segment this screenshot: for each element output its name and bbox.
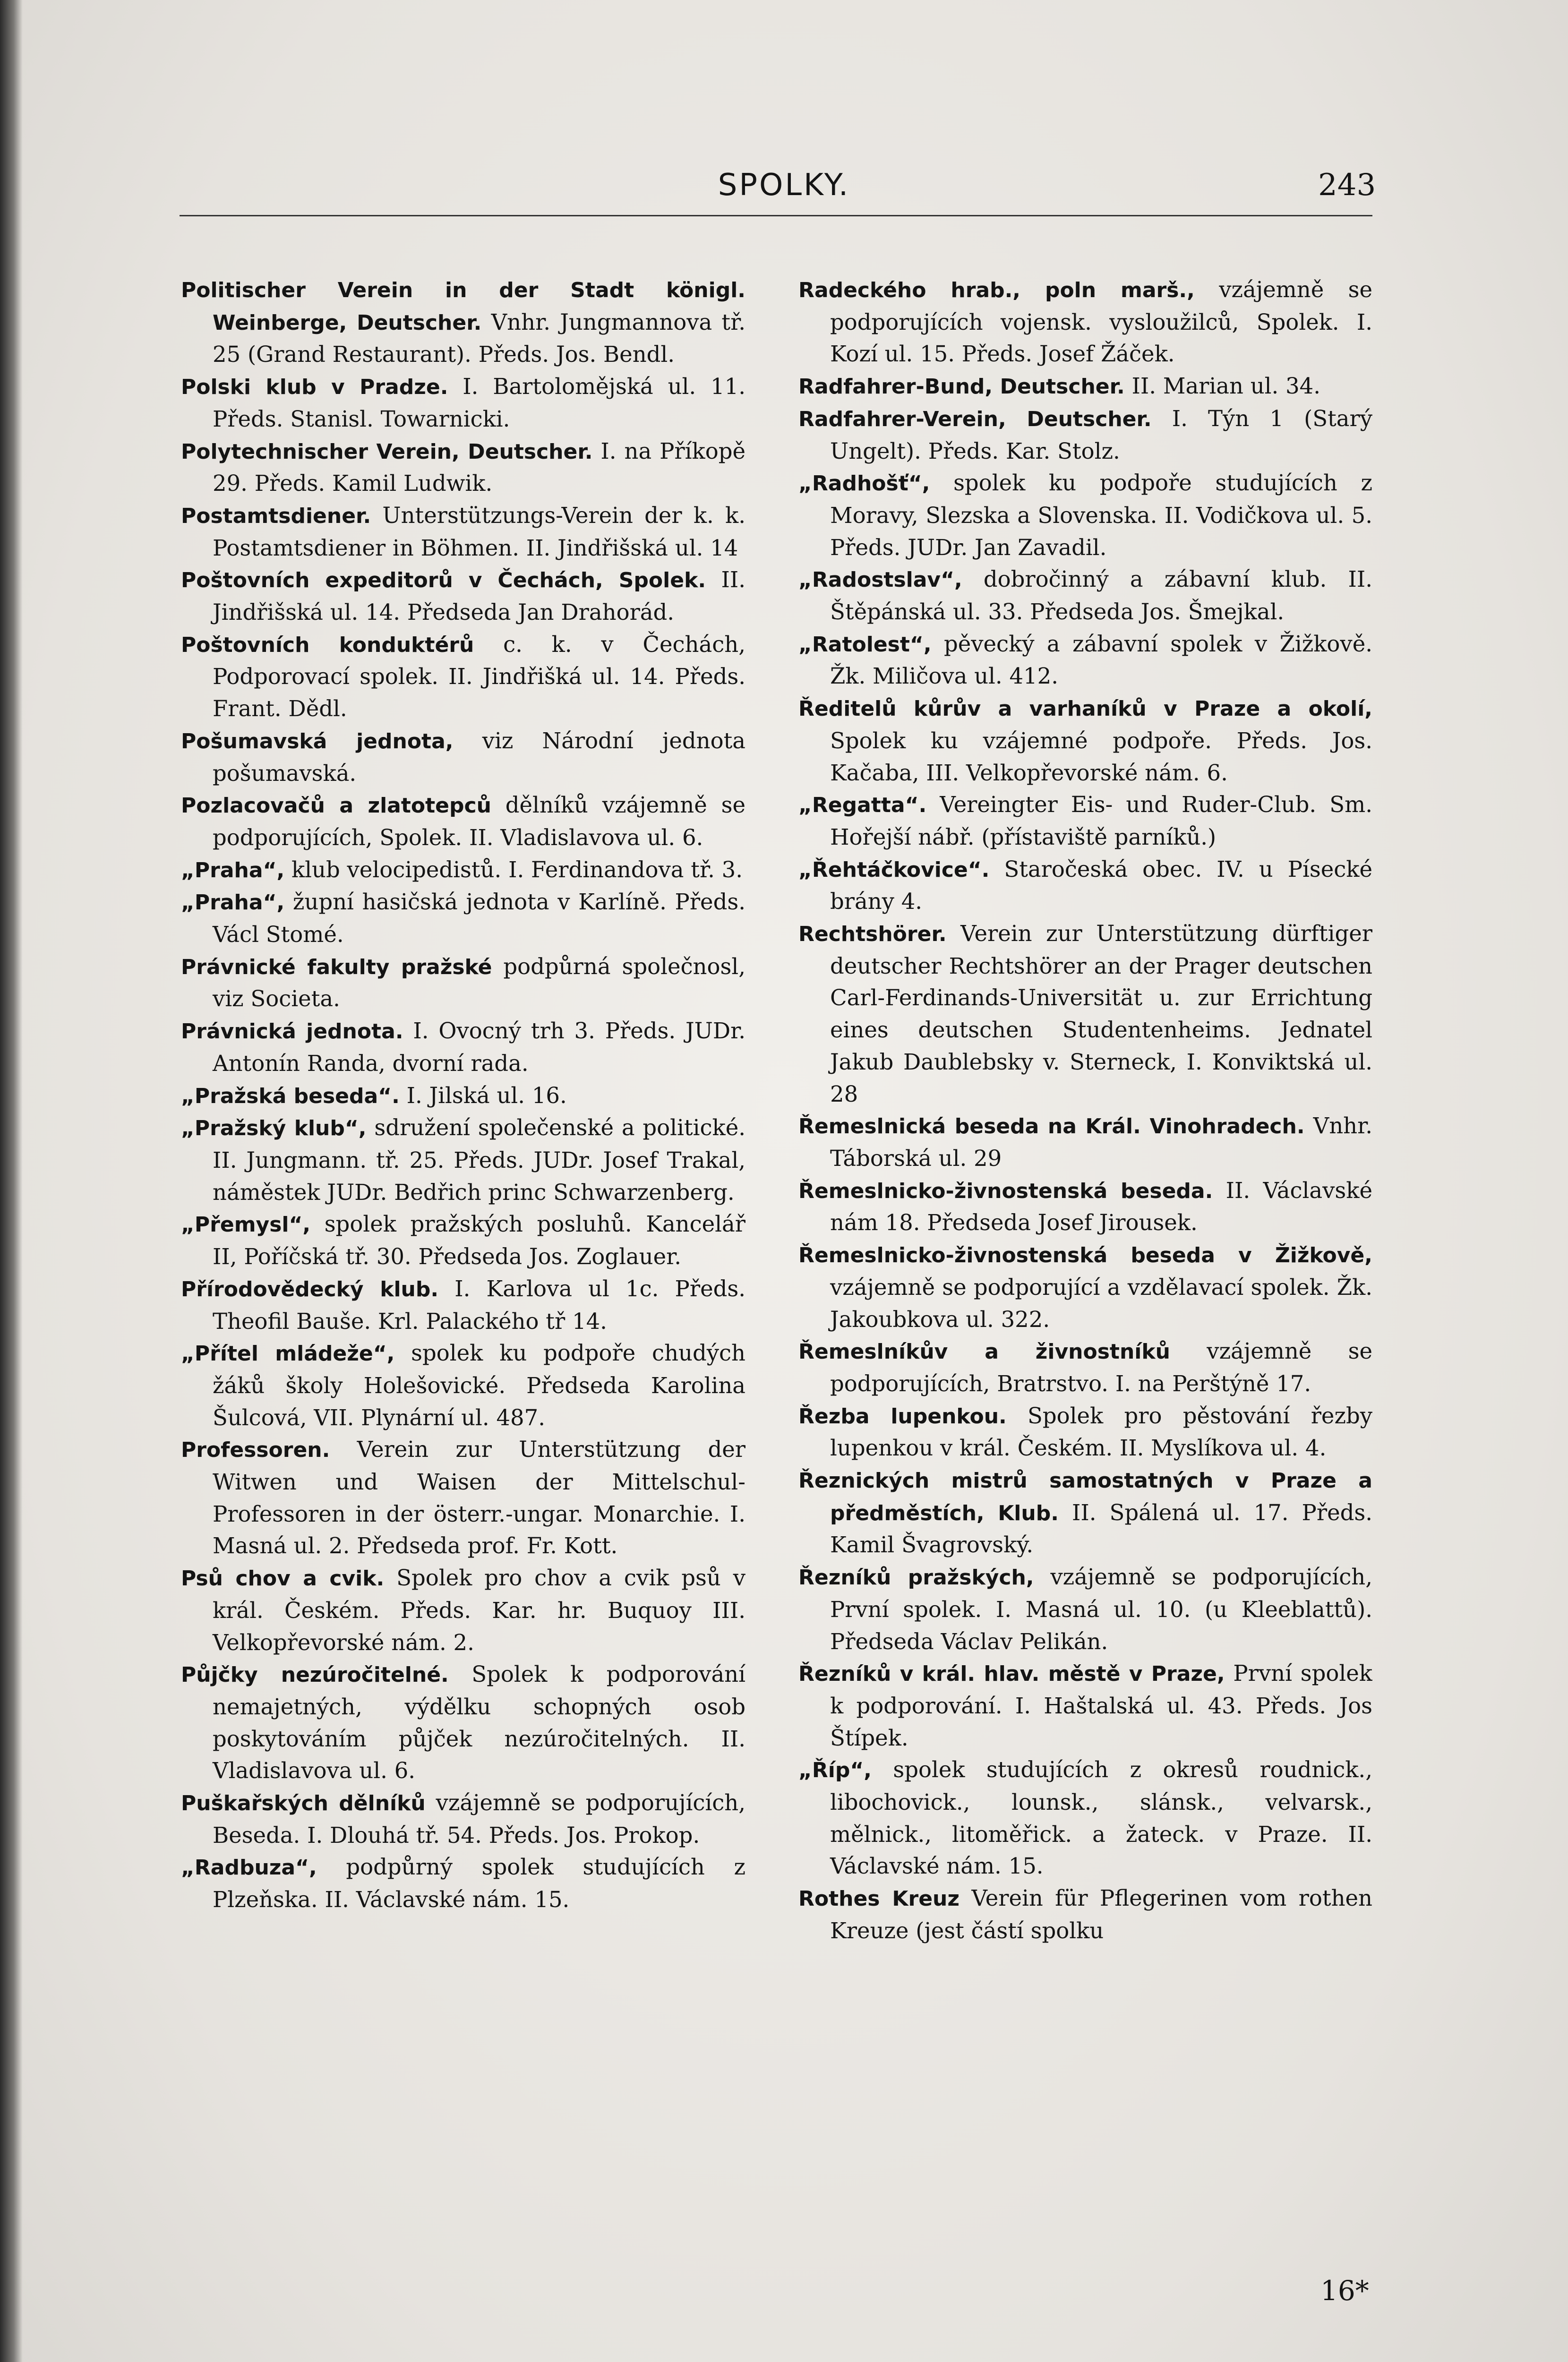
entry-name: „Přemysl“, [181,1213,311,1237]
entry-name: Radeckého hrab., poln marš., [798,278,1195,302]
page-number: 243 [1318,168,1376,203]
entry-text: I. Týn 1 (Starý Ungelt). Předs. Kar. Stolz. [830,405,1372,464]
directory-entry [798,274,1372,370]
entry-name: „Praha“, [181,890,285,915]
entry-text: Spolek ku vzájemné podpoře. Předs. Jos. Kačaba, III. Velkopřevorské nám. 6. [830,727,1372,786]
directory-entry [798,854,1372,918]
entry-text: I. Karlova ul 1c. Předs. Theofil Bauše. Krl. Palackého tř 14. [213,1275,745,1334]
entry-text: viz Národní jednota pošumavská. [213,727,745,786]
entry-text: vzájemně se podporujících, První spolek. I. Masná ul. 10. (u Kleeblattů). Předseda Václav Pelikán. [830,1564,1372,1654]
entry-text: Verein zur Unterstützung dürftiger deutscher Rechtshörer an der Prager deutschen Carl-Ferdinands-Universität u. zur Errichtung eines deutschen Studentenheims. Jednatel Jakub Daublebsky v. Sterneck, I. Konviktská ul. 28 [830,921,1372,1107]
entry-text: II. Jindřišská ul. 14. Předseda Jan Drahorád. [213,567,745,625]
entry-text: II. Václavské nám 18. Předseda Josef Jirousek. [830,1177,1372,1236]
entry-text: podpůrný spolek studujících z Plzeňska. II. Václavské nám. 15. [213,1854,745,1913]
directory-entry [798,467,1372,564]
directory-entry [798,918,1372,1110]
directory-entry [181,274,745,371]
entry-name: „Praha“, [181,858,285,882]
entry-name: Přírodovědecký klub. [181,1277,439,1301]
right-column [798,274,1372,2268]
directory-entry [181,1337,745,1434]
entry-name: Radfahrer-Verein, Deutscher. [798,407,1152,431]
entry-name: Postamtsdiener. [181,504,371,528]
entry-name: „Ratolest“, [798,632,932,657]
directory-entry [181,436,745,500]
directory-entry [798,1464,1372,1561]
entry-name: Polski klub v Pradze. [181,375,448,400]
entry-text: župní hasičská jednota v Karlíně. Předs. Václ Stomé. [213,889,745,948]
directory-entry [181,1434,745,1562]
directory-entry [798,1883,1372,1947]
directory-entry [181,1787,745,1851]
directory-entry [798,1110,1372,1174]
entry-text: vzájemně se podporující a vzdělavací spolek. Žk. Jakoubkova ul. 322. [830,1274,1372,1332]
directory-entry [181,789,745,854]
entry-text: vzájemně se podporujících, Bratrstvo. I. na Perštýně 17. [830,1338,1372,1396]
entry-text: pěvecký a zábavní spolek v Žižkově. Žk. Miličova ul. 412. [830,631,1372,689]
page-edge-shadow [0,0,23,2362]
entry-name: Psů chov a cvik. [181,1566,385,1591]
entry-text: I. na Příkopě 29. Předs. Kamil Ludwik. [213,438,745,496]
directory-entry [181,1851,745,1916]
entry-name: „Radhošť“, [798,471,930,496]
entry-text: vzájemně se podporujících, Beseda. I. Dlouhá tř. 54. Předs. Jos. Prokop. [213,1790,745,1848]
entry-name: Radfahrer-Bund, Deutscher. [798,375,1125,399]
entry-text: spolek pražských posluhů. Kancelář II, Poříčská tř. 30. Předseda Jos. Zoglauer. [213,1211,745,1270]
entry-name: „Regatta“. [798,793,927,818]
directory-entry [798,564,1372,628]
entry-text: spolek ku podpoře chudých žáků školy Holešovické. Předseda Karolina Šulcová, VII. Plynární ul. 487. [213,1340,745,1430]
entry-name: Řezníků pražských, [798,1566,1034,1590]
entry-text: spolek ku podpoře studujících z Moravy, Slezska a Slovenska. II. Vodičkova ul. 5. Předs. JUDr. Jan Zavadil. [830,470,1372,560]
entry-text: II. Spálená ul. 17. Předs. Kamil Švagrovský. [830,1499,1372,1558]
directory-entry [181,725,745,789]
entry-name: Řemeslnicko-živnostenská beseda. [798,1179,1213,1203]
entry-name: Poštovních konduktérů [181,633,474,657]
entry-text: Verein für Pflegerinen vom rothen Kreuze (jest částí spolku [830,1885,1372,1943]
directory-entry [798,693,1372,789]
directory-entry [181,1273,745,1337]
entry-text: Vereingter Eis- und Ruder-Club. Sm. Hořejší nábř. (přístaviště parníků.) [830,792,1372,850]
directory-entry [798,1335,1372,1400]
entry-name: Půjčky nezúročitelné. [181,1663,449,1687]
entry-name: „Přítel mládeže“, [181,1342,395,1366]
left-column [181,274,745,2268]
entry-name: „Radbuza“, [181,1856,317,1880]
directory-entry [181,1080,745,1113]
entry-text: Spolek pro chov a cvik psů v král. Českém. Předs. Kar. hr. Buquoy III. Velkopřevorské nám. 2. [213,1565,745,1655]
entry-text: Staročeská obec. IV. u Písecké brány 4. [830,856,1372,915]
directory-entry [181,1015,745,1079]
directory-entry [181,500,745,564]
entry-name: Řemeslníkův a živnostníků [798,1340,1170,1364]
header-rule [180,215,1372,216]
entry-text: První spolek k podporování. I. Haštalská ul. 43. Předs. Jos Štípek. [830,1660,1372,1751]
directory-entry [798,370,1372,403]
entry-text: I. Jilská ul. 16. [399,1082,567,1108]
directory-entry [181,629,745,725]
entry-name: Pozlacovačů a zlatotepců [181,794,491,818]
entry-name: Ředitelů kůrův a varhaníků v Praze a okolí, [798,697,1372,721]
entry-name: Rothes Kreuz [798,1887,960,1911]
entry-name: „Radostslav“, [798,568,962,592]
entry-name: Rechtshörer. [798,922,947,947]
entry-text: Verein zur Unterstützung der Witwen und Waisen der Mittelschul-Professoren in der österr.-ungar. Monarchie. I. Masná ul. 2. Předseda prof. Fr. Kott. [213,1437,745,1559]
entry-name: Politischer Verein in der Stadt königl. Weinberge, Deutscher. [181,278,745,335]
directory-entry [798,1239,1372,1335]
entry-text: dobročinný a zábavní klub. II. Štěpánská ul. 33. Předseda Jos. Šmejkal. [830,566,1372,625]
entry-name: Řemeslnická beseda na Král. Vinohradech. [798,1114,1305,1139]
directory-entry [798,1175,1372,1239]
entry-text: I. Bartolomějská ul. 11. Předs. Stanisl. Towarnicki. [213,374,745,432]
entry-text: vzájemně se podporujících vojensk. vysloužilců, Spolek. I. Kozí ul. 15. Předs. Josef Žáček. [830,277,1372,367]
directory-entry [798,1400,1372,1464]
entry-name: Pošumavská jednota, [181,729,454,753]
entry-name: Řezníků v král. hlav. městě v Praze, [798,1662,1225,1686]
entry-name: Řezba lupenkou. [798,1404,1007,1429]
directory-entry [798,628,1372,693]
directory-entry [798,1754,1372,1883]
entry-text: Unterstützungs-Verein der k. k. Postamtsdiener in Böhmen. II. Jindřišská ul. 14 [213,502,745,561]
page-title: SPOLKY. [718,168,850,203]
entry-name: „Řehtáčkovice“. [798,857,990,882]
directory-entry [181,1112,745,1208]
directory-entry [181,1659,745,1787]
entry-text: Vnhr. Jungmannova tř. 25 (Grand Restaurant). Předs. Jos. Bendl. [213,309,745,368]
entry-name: Puškařských dělníků [181,1791,426,1816]
entry-text: klub velocipedistů. I. Ferdinandova tř. 3. [284,856,743,882]
entry-name: Poštovních expeditorů v Čechách, Spolek. [181,568,706,593]
entry-name: „Pražský klub“, [181,1116,367,1141]
directory-entry [798,1658,1372,1754]
directory-entry [181,1208,745,1273]
entry-text: podpůrná společnosl, viz Societa. [213,953,745,1012]
entry-text: II. Marian ul. 34. [1124,373,1321,399]
directory-entry [798,403,1372,467]
entry-text: Spolek k podporování nemajetných, výdělku schopných osob poskytováním půjček nezúročitelných. II. Vladislavova ul. 6. [213,1661,745,1784]
entry-name: Řeznických mistrů samostatných v Praze a předměstích, Klub. [798,1469,1372,1525]
entry-name: Právnické fakulty pražské [181,955,492,979]
directory-entry [181,886,745,950]
entry-text: c. k. v Čechách, Podporovací spolek. II. Jindřišká ul. 14. Předs. Frant. Dědl. [213,631,745,722]
directory-entry [181,951,745,1015]
directory-entry [181,1562,745,1659]
entry-text: Spolek pro pěstování řezby lupenkou v král. Českém. II. Myslíkova ul. 4. [830,1403,1372,1461]
directory-entry [798,1561,1372,1658]
entry-text: spolek studujících z okresů roudnick., libochovick., lounsk., slánsk., velvarsk., mělnick., litoměřick. a žateck. v Praze. II. Václavské nám. 15. [830,1757,1372,1879]
entry-name: Polytechnischer Verein, Deutscher. [181,439,593,464]
entry-text: Vnhr. Táborská ul. 29 [830,1113,1372,1171]
entry-name: Řemeslnicko-živnostenská beseda v Žižkově, [798,1243,1372,1268]
entry-name: Právnická jednota. [181,1019,403,1044]
entry-text: dělníků vzájemně se podporujících, Spolek. II. Vladislavova ul. 6. [213,792,745,850]
entry-name: „Říp“, [798,1758,872,1783]
entry-name: „Pražská beseda“. [181,1084,400,1108]
entry-name: Professoren. [181,1438,330,1463]
sheet-signature: 16* [1320,2275,1369,2307]
entry-text: I. Ovocný trh 3. Předs. JUDr. Antonín Randa, dvorní rada. [213,1018,745,1076]
directory-entry [181,854,745,887]
directory-entry [798,789,1372,853]
directory-entry [181,371,745,435]
directory-entry [181,564,745,628]
entry-text: sdružení společenské a politické. II. Jungmann. tř. 25. Předs. JUDr. Josef Trakal, náměstek JUDr. Bedřich princ Schwarzenberg. [213,1115,745,1205]
